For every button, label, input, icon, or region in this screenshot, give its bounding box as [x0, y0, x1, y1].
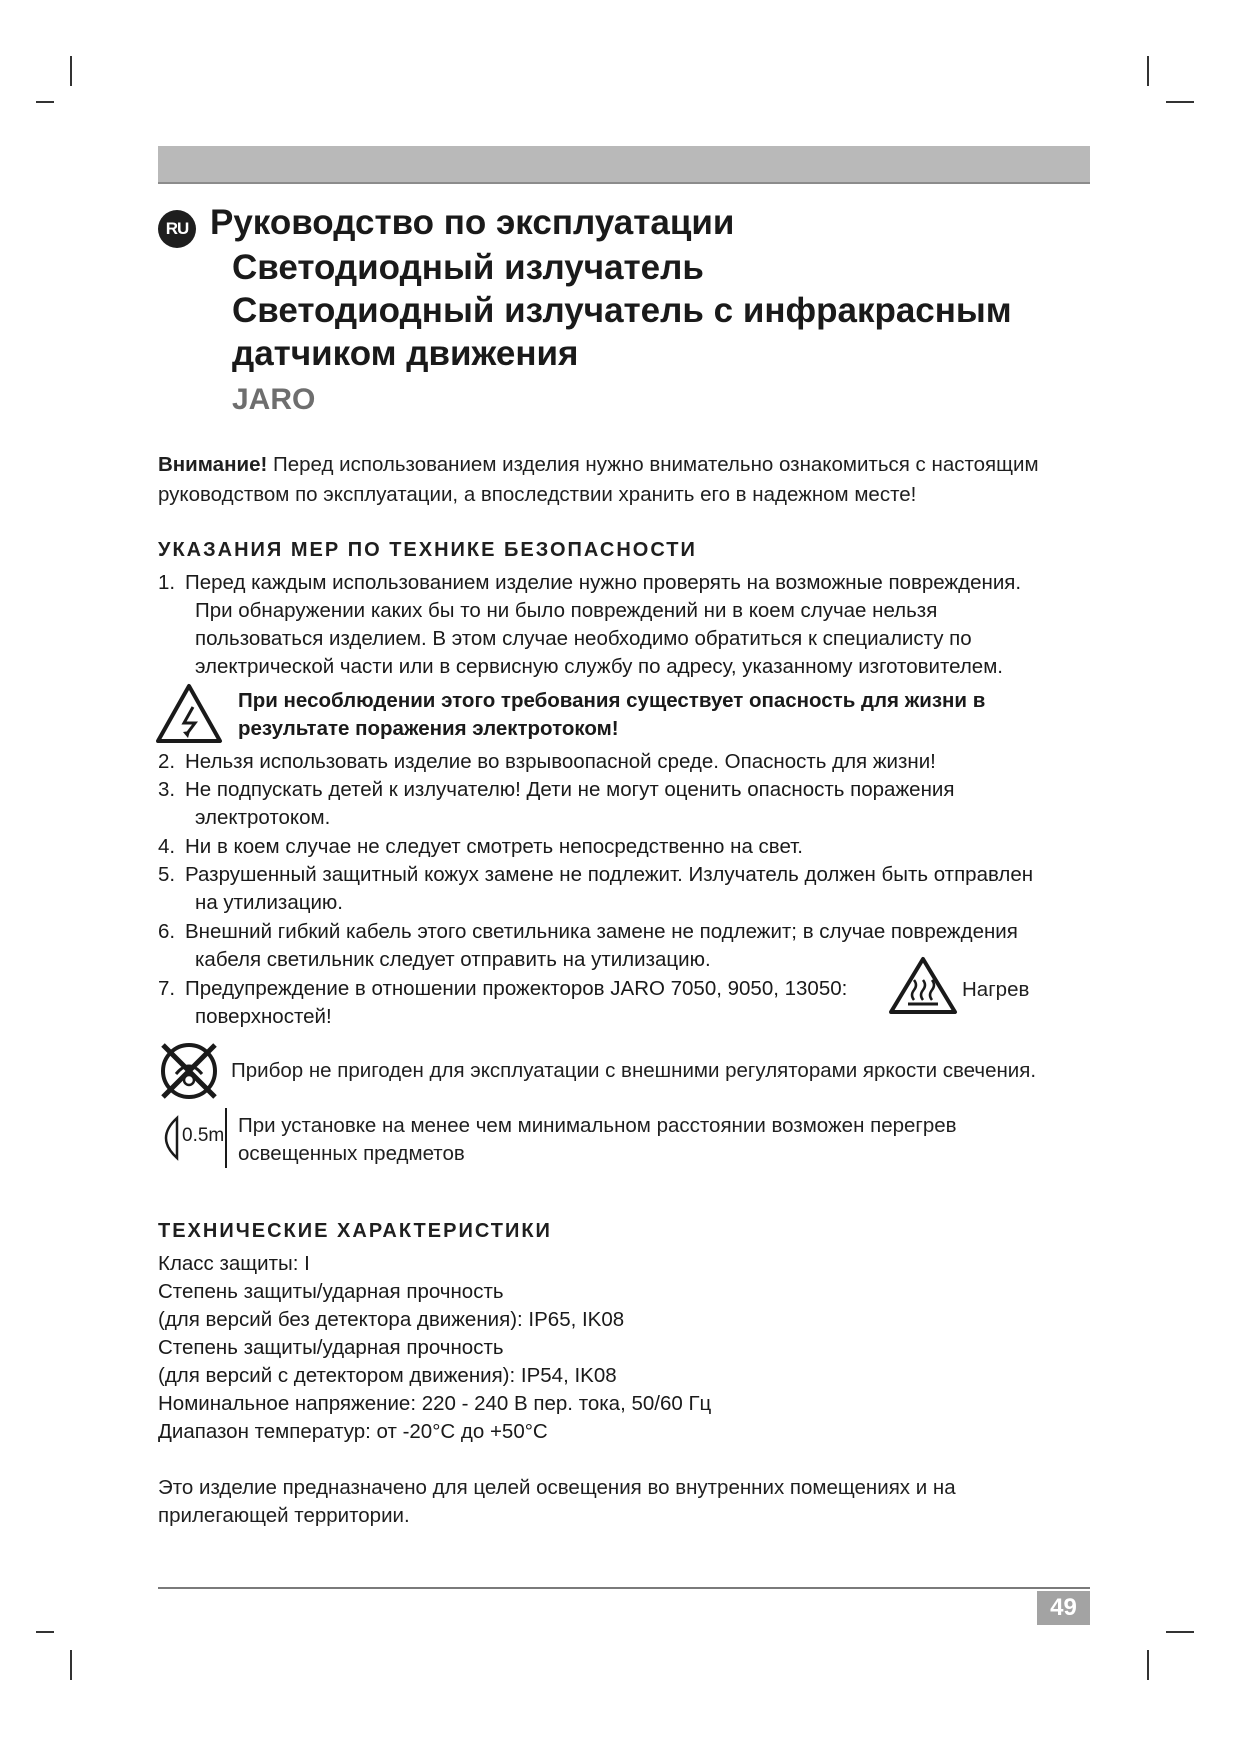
specs-heading: ТЕХНИЧЕСКИЕ ХАРАКТЕРИСТИКИ	[158, 1220, 552, 1242]
warning-text	[238, 687, 985, 743]
distance-note-line-2: освещенных предметов	[238, 1142, 465, 1165]
item-text: кабеля светильник следует отправить на утилизацию.	[195, 948, 711, 971]
distance-note	[238, 1112, 957, 1168]
distance-label: 0.5m	[182, 1125, 225, 1146]
intro-text-1: Перед использованием изделия нужно внимательно ознакомиться с настоящим	[267, 453, 1039, 476]
spec-line: (для версий без детектора движения): IP65, IK08	[158, 1308, 625, 1331]
list-item	[158, 776, 1093, 832]
list-item	[158, 833, 1093, 861]
spec-line: Номинальное напряжение: 220 - 240 В пер. тока, 50/60 Гц	[158, 1392, 712, 1415]
item-text: поверхностей!	[195, 1005, 332, 1028]
spec-line: Степень защиты/ударная прочность	[158, 1336, 504, 1359]
item-text: Ни в коем случае не следует смотреть непосредственно на свет.	[185, 835, 803, 858]
crop-mark	[1166, 1631, 1194, 1633]
warning-line-1: При несоблюдении этого требования существует опасность для жизни в	[238, 689, 986, 712]
crop-mark	[70, 1650, 72, 1680]
item-text: электрической части или в сервисную службу по адресу, указанному изготовителем.	[195, 655, 1003, 678]
item-number: 4.	[158, 835, 176, 858]
purpose-line-1: Это изделие предназначено для целей освещения во внутренних помещениях и на	[158, 1476, 956, 1499]
language-badge: RU	[158, 210, 196, 248]
hot-surface-warning-icon	[888, 956, 958, 1016]
list-item	[158, 569, 1093, 681]
product-subtitle-2b: датчиком движения	[232, 334, 579, 373]
page-title: Руководство по эксплуатации	[210, 203, 735, 242]
crop-mark	[70, 56, 72, 86]
no-dimmer-icon	[158, 1040, 220, 1102]
item-number: 3.	[158, 778, 176, 801]
crop-mark	[1166, 101, 1194, 103]
hot-surface-label: Нагрев	[962, 978, 1030, 1001]
spec-line: Класс защиты: I	[158, 1252, 310, 1275]
minimum-distance-icon	[155, 1108, 227, 1168]
item-text: Предупреждение в отношении прожекторов JARO 7050, 9050, 13050:	[185, 977, 848, 1000]
distance-note-line-1: При установке на менее чем минимальном расстоянии возможен перегрев	[238, 1114, 957, 1137]
crop-mark	[36, 101, 54, 103]
intro-line-2: руководством по эксплуатации, а впоследствии хранить его в надежном месте!	[158, 483, 917, 506]
safety-heading: УКАЗАНИЯ МЕР ПО ТЕХНИКЕ БЕЗОПАСНОСТИ	[158, 539, 697, 561]
purpose-line-2: прилегающей территории.	[158, 1504, 410, 1527]
spec-line: Диапазон температур: от -20°C до +50°C	[158, 1420, 548, 1443]
item-text: Перед каждым использованием изделие нужно проверять на возможные повреждения.	[185, 571, 1022, 594]
item-number: 2.	[158, 750, 176, 773]
warning-line-2: результате поражения электротоком!	[238, 717, 619, 740]
spec-line: Степень защиты/ударная прочность	[158, 1280, 504, 1303]
crop-mark	[1147, 56, 1149, 86]
item-number: 1.	[158, 571, 176, 594]
item-text: на утилизацию.	[195, 891, 343, 914]
dimmer-note: Прибор не пригоден для эксплуатации с внешними регуляторами яркости свечения.	[231, 1059, 1037, 1082]
footer-rule	[158, 1587, 1090, 1589]
page-number: 49	[1037, 1591, 1090, 1625]
intro-line-1	[158, 450, 1039, 479]
list-item	[158, 861, 1093, 917]
item-number: 7.	[158, 977, 176, 1000]
item-text: электротоком.	[195, 806, 331, 829]
item-text: Разрушенный защитный кожух замене не подлежит. Излучатель должен быть отправлен	[185, 863, 1034, 886]
electric-shock-warning-icon	[155, 683, 223, 745]
item-number: 6.	[158, 920, 176, 943]
model-name: JARO	[232, 383, 316, 416]
item-text: При обнаружении каких бы то ни было повреждений ни в коем случае нельзя	[195, 599, 938, 622]
intro-bold: Внимание!	[158, 453, 268, 476]
product-subtitle-2a: Светодиодный излучатель с инфракрасным	[232, 291, 1012, 330]
item-text: пользоваться изделием. В этом случае необходимо обратиться к специалисту по	[195, 627, 972, 650]
list-item	[158, 748, 1093, 776]
item-text: Не подпускать детей к излучателю! Дети не могут оценить опасность поражения	[185, 778, 955, 801]
item-number: 5.	[158, 863, 176, 886]
item-text: Внешний гибкий кабель этого светильника замене не подлежит; в случае повреждения	[185, 920, 1018, 943]
spec-line: (для версий с детектором движения): IP54, IK08	[158, 1364, 617, 1387]
product-subtitle-1: Светодиодный излучатель	[232, 248, 704, 287]
crop-mark	[1147, 1650, 1149, 1680]
item-text: Нельзя использовать изделие во взрывоопасной среде. Опасность для жизни!	[185, 750, 936, 773]
header-bar	[158, 146, 1090, 184]
crop-mark	[36, 1631, 54, 1633]
